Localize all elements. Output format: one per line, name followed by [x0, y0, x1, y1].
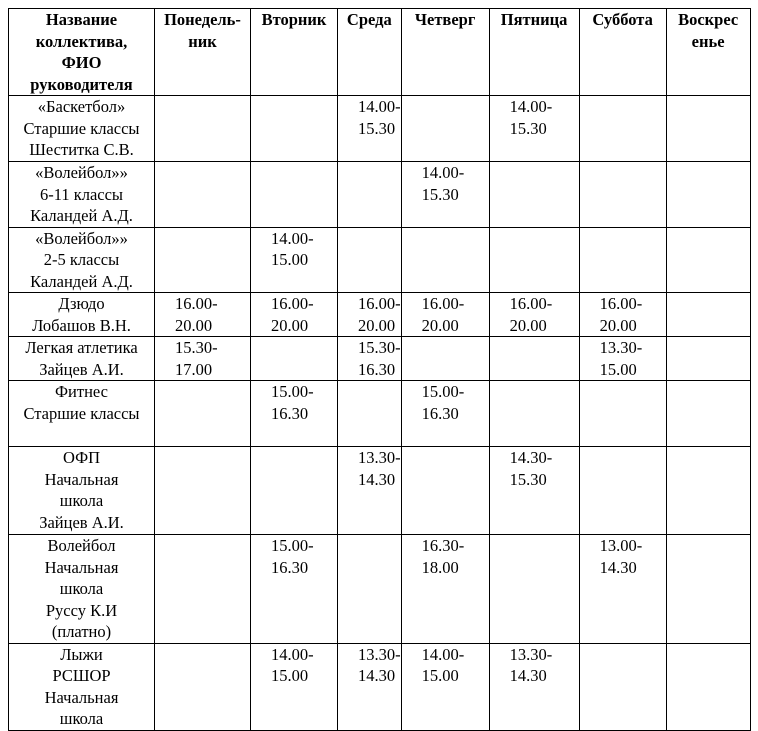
- group-name-cell: [9, 96, 155, 162]
- cell-line: 20.00: [421, 315, 459, 335]
- schedule-table: [8, 8, 751, 731]
- schedule-time-cell: [251, 337, 338, 381]
- schedule-time-cell: [666, 293, 750, 337]
- schedule-time-cell: [401, 535, 489, 644]
- cell-line: РСШОР: [52, 666, 111, 685]
- cell-line: 14.00-: [509, 97, 553, 116]
- header-cell-day: [666, 9, 750, 96]
- cell-line: (платно): [51, 622, 112, 641]
- cell-line: 13.30-: [358, 644, 401, 664]
- schedule-time-cell: [155, 293, 251, 337]
- cell-line: 17.00: [175, 359, 213, 379]
- header-cell-day: [251, 9, 338, 96]
- schedule-time-cell: [489, 162, 579, 228]
- schedule-time-cell: [489, 643, 579, 730]
- schedule-time-cell: [579, 381, 666, 447]
- cell-line: 20.00: [175, 315, 213, 335]
- cell-line: 14.30: [358, 666, 396, 685]
- header-cell-day: [155, 9, 251, 96]
- schedule-time-cell: [401, 96, 489, 162]
- group-name-cell: [9, 381, 155, 447]
- cell-line: Понедель-: [164, 10, 241, 29]
- cell-line: 16.30: [271, 403, 309, 423]
- table-row: [9, 337, 751, 381]
- schedule-time-cell: [155, 337, 251, 381]
- cell-line: 14.00-: [271, 228, 314, 248]
- table-row: [9, 381, 751, 447]
- cell-line: 20.00: [358, 315, 396, 335]
- cell-line: 14.00-: [358, 97, 401, 116]
- header-row: [9, 9, 751, 96]
- cell-line: Каландей А.Д.: [30, 271, 133, 291]
- table-row: [9, 643, 751, 730]
- cell-line: коллектива,: [35, 31, 128, 51]
- table-row: [9, 227, 751, 293]
- cell-line: ФИО: [61, 53, 102, 72]
- cell-line: 15.00-: [271, 382, 314, 401]
- cell-line: Начальная: [44, 557, 119, 577]
- cell-line: школа: [59, 491, 104, 510]
- cell-line: 16.30: [358, 359, 396, 379]
- cell-line: 15.00: [271, 666, 309, 685]
- table-header: [9, 9, 751, 96]
- header-cell-day: [489, 9, 579, 96]
- schedule-time-cell: [489, 337, 579, 381]
- cell-line: руководителя: [30, 74, 133, 94]
- schedule-time-cell: [401, 447, 489, 535]
- cell-line: 14.00-: [421, 644, 465, 664]
- group-name-cell: [9, 337, 155, 381]
- schedule-time-cell: [251, 535, 338, 644]
- schedule-time-cell: [489, 96, 579, 162]
- cell-line: Зайцев А.И.: [39, 359, 124, 379]
- schedule-time-cell: [401, 381, 489, 447]
- cell-line: Название: [45, 10, 118, 29]
- cell-line: 20.00: [509, 315, 547, 335]
- cell-line: 2-5 классы: [43, 250, 120, 269]
- cell-line: 16.00-: [358, 294, 401, 313]
- cell-line: 14.30: [358, 469, 396, 489]
- cell-line: Лобашов В.Н.: [32, 315, 131, 335]
- cell-line: 15.00-: [271, 536, 314, 555]
- cell-line: 15.30: [509, 469, 547, 489]
- cell-line: Четверг: [414, 10, 476, 29]
- schedule-time-cell: [251, 162, 338, 228]
- cell-line: 16.00-: [421, 294, 465, 313]
- cell-line: Каландей А.Д.: [30, 206, 133, 225]
- group-name-cell: [9, 227, 155, 293]
- group-name-cell: [9, 447, 155, 535]
- cell-line: 15.00: [271, 250, 309, 269]
- schedule-time-cell: [338, 535, 402, 644]
- cell-line: Волейбол: [47, 536, 116, 555]
- cell-line: 16.00-: [271, 294, 314, 313]
- cell-line: «Баскетбол»: [37, 97, 126, 116]
- schedule-time-cell: [666, 96, 750, 162]
- header-cell-name: [9, 9, 155, 96]
- cell-line: 15.30: [358, 118, 396, 138]
- schedule-time-cell: [666, 535, 750, 644]
- cell-line: «Волейбол»»: [35, 228, 128, 248]
- schedule-time-cell: [338, 162, 402, 228]
- cell-line: Среда: [346, 10, 392, 29]
- schedule-time-cell: [489, 227, 579, 293]
- schedule-time-cell: [489, 381, 579, 447]
- table-body: [9, 96, 751, 731]
- cell-line: 13.30-: [509, 644, 553, 664]
- cell-line: 16.30-: [421, 536, 465, 555]
- schedule-time-cell: [579, 96, 666, 162]
- cell-line: 16.00-: [509, 294, 553, 313]
- schedule-time-cell: [401, 162, 489, 228]
- schedule-time-cell: [401, 227, 489, 293]
- cell-line: 15.00: [599, 359, 637, 379]
- cell-line: 13.30-: [599, 338, 643, 357]
- cell-line: 15.30: [421, 184, 459, 204]
- cell-line: Начальная: [44, 687, 119, 707]
- header-cell-day: [579, 9, 666, 96]
- cell-line: «Волейбол»»: [35, 163, 128, 182]
- schedule-time-cell: [251, 96, 338, 162]
- header-cell-day: [338, 9, 402, 96]
- cell-line: 15.30-: [175, 338, 218, 357]
- schedule-time-cell: [401, 337, 489, 381]
- schedule-time-cell: [401, 643, 489, 730]
- cell-line: Шеститка С.В.: [29, 140, 134, 159]
- cell-line: Старшие классы: [23, 403, 140, 423]
- table-row: [9, 96, 751, 162]
- cell-line: 6-11 классы: [39, 184, 124, 204]
- cell-line: Суббота: [592, 10, 653, 29]
- schedule-time-cell: [666, 643, 750, 730]
- cell-line: Вторник: [261, 10, 327, 29]
- cell-line: 14.00-: [271, 644, 314, 664]
- cell-line: Старшие классы: [23, 118, 140, 138]
- schedule-time-cell: [251, 227, 338, 293]
- cell-line: ОФП: [62, 448, 101, 467]
- cell-line: Пятница: [500, 10, 568, 29]
- schedule-time-cell: [489, 447, 579, 535]
- schedule-time-cell: [401, 293, 489, 337]
- group-name-cell: [9, 293, 155, 337]
- schedule-time-cell: [338, 96, 402, 162]
- cell-line: Начальная: [44, 469, 119, 489]
- cell-line: 20.00: [271, 315, 309, 335]
- schedule-time-cell: [155, 535, 251, 644]
- schedule-time-cell: [489, 535, 579, 644]
- schedule-time-cell: [666, 227, 750, 293]
- cell-line: 20.00: [599, 315, 637, 335]
- schedule-time-cell: [666, 381, 750, 447]
- cell-line: Воскрес: [678, 10, 739, 29]
- schedule-time-cell: [338, 381, 402, 447]
- cell-line: 14.30: [599, 557, 637, 577]
- cell-line: 14.00-: [421, 163, 465, 182]
- schedule-time-cell: [338, 227, 402, 293]
- cell-line: 13.00-: [599, 536, 643, 555]
- schedule-time-cell: [579, 162, 666, 228]
- schedule-time-cell: [251, 381, 338, 447]
- cell-line: 14.30-: [509, 448, 553, 467]
- cell-line: Дзюдо: [58, 294, 105, 313]
- cell-line: 13.30-: [358, 448, 401, 467]
- schedule-time-cell: [666, 337, 750, 381]
- cell-line: Фитнес: [55, 382, 108, 401]
- cell-line: 16.00-: [599, 294, 643, 313]
- cell-line: ник: [188, 31, 217, 51]
- group-name-cell: [9, 643, 155, 730]
- schedule-time-cell: [338, 447, 402, 535]
- table-row: [9, 535, 751, 644]
- cell-line: 16.30: [271, 557, 309, 577]
- schedule-time-cell: [251, 643, 338, 730]
- cell-line: Руссу К.И: [45, 600, 118, 620]
- cell-line: 15.00: [421, 666, 459, 685]
- table-row: [9, 162, 751, 228]
- schedule-time-cell: [155, 96, 251, 162]
- table-row: [9, 447, 751, 535]
- cell-line: школа: [59, 579, 104, 598]
- cell-line: 15.30-: [358, 338, 401, 357]
- cell-line: 15.30: [509, 118, 547, 138]
- schedule-time-cell: [666, 447, 750, 535]
- cell-line: Лыжи: [60, 644, 103, 664]
- schedule-time-cell: [579, 293, 666, 337]
- header-cell-day: [401, 9, 489, 96]
- schedule-time-cell: [338, 337, 402, 381]
- cell-line: 18.00: [421, 557, 459, 577]
- schedule-time-cell: [251, 293, 338, 337]
- schedule-time-cell: [155, 447, 251, 535]
- cell-line: школа: [59, 709, 104, 728]
- cell-line: 15.00-: [421, 382, 465, 401]
- schedule-time-cell: [155, 381, 251, 447]
- schedule-time-cell: [489, 293, 579, 337]
- cell-line: 14.30: [509, 666, 547, 685]
- schedule-time-cell: [155, 643, 251, 730]
- schedule-time-cell: [579, 643, 666, 730]
- schedule-time-cell: [338, 643, 402, 730]
- schedule-time-cell: [666, 162, 750, 228]
- group-name-cell: [9, 535, 155, 644]
- cell-line: Зайцев А.И.: [39, 512, 124, 532]
- cell-line: Легкая атлетика: [25, 338, 138, 357]
- schedule-time-cell: [579, 447, 666, 535]
- table-row: [9, 293, 751, 337]
- schedule-time-cell: [251, 447, 338, 535]
- schedule-time-cell: [338, 293, 402, 337]
- schedule-time-cell: [579, 227, 666, 293]
- schedule-time-cell: [579, 535, 666, 644]
- schedule-time-cell: [579, 337, 666, 381]
- schedule-time-cell: [155, 227, 251, 293]
- schedule-time-cell: [155, 162, 251, 228]
- group-name-cell: [9, 162, 155, 228]
- cell-line: енье: [691, 31, 725, 51]
- cell-line: 16.30: [421, 403, 459, 423]
- cell-line: 16.00-: [175, 294, 218, 313]
